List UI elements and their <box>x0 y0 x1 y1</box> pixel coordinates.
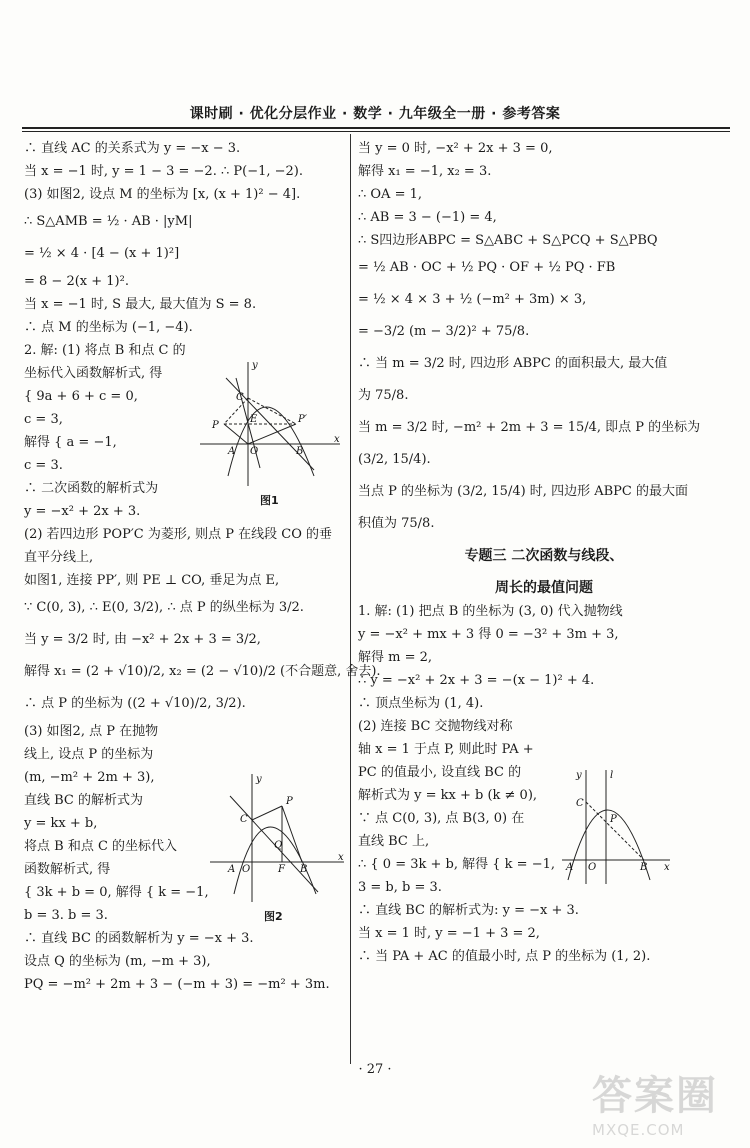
text-line: 轴 x = 1 于点 P, 则此时 PA + <box>358 742 534 757</box>
label-b: B <box>640 862 648 873</box>
text-line: ∴ 顶点坐标为 (1, 4). <box>358 696 484 711</box>
text-line: ∴ OA = 1, <box>358 187 423 202</box>
text-line: 当 x = −1 时, S 最大, 最大值为 S = 8. <box>24 297 257 312</box>
text-line: ∴ 当 m = 3/2 时, 四边形 ABPC 的面积最大, 最大值 <box>358 356 668 371</box>
text-line: 2. 解: (1) 将点 B 和点 C 的 <box>24 343 186 358</box>
label-p: P <box>212 420 219 431</box>
text-line: ∵ C(0, 3), ∴ E(0, 3/2), ∴ 点 P 的纵坐标为 3/2. <box>24 600 304 615</box>
text-line: ∴ S四边形ABPC = S△ABC + S△PCQ + S△PBQ <box>358 233 658 248</box>
text-line: ∴ y = −x² + 2x + 3 = −(x − 1)² + 4. <box>358 673 595 688</box>
text-line: 当 x = −1 时, y = 1 − 3 = −2. ∴ P(−1, −2). <box>24 164 303 179</box>
label-f: F <box>278 864 285 875</box>
text-line: ∴ S△AMB = ½ · AB · |yM| <box>24 214 193 229</box>
text-line: = 8 − 2(x + 1)². <box>24 274 129 289</box>
text-line: 为 75/8. <box>358 388 409 403</box>
text-line: 当 x = 1 时, y = −1 + 3 = 2, <box>358 926 540 941</box>
label-y: y <box>252 360 258 371</box>
text-line: b = 3. b = 3. <box>24 908 108 923</box>
text-line: ∴ 二次函数的解析式为 <box>24 481 159 496</box>
text-line: 直线 BC 的解析式为 <box>24 793 144 808</box>
column-divider <box>350 134 351 1064</box>
text-line: 将点 B 和点 C 的坐标代入 <box>24 839 178 854</box>
text-line: = ½ AB · OC + ½ PQ · OF + ½ PQ · FB <box>358 260 616 275</box>
label-b: B <box>296 446 304 457</box>
label-x: x <box>664 862 670 873</box>
page-number: · 27 · <box>358 1062 392 1077</box>
label-pp: P′ <box>298 414 307 425</box>
text-line: y = −x² + mx + 3 得 0 = −3² + 3m + 3, <box>358 627 619 642</box>
text-line: 当 y = 0 时, −x² + 2x + 3 = 0, <box>358 141 553 156</box>
right-column <box>358 140 730 971</box>
figure-1 <box>196 358 344 490</box>
text-line: 解得 m = 2, <box>358 650 433 665</box>
segment-pb <box>282 806 302 862</box>
text-line: 线上, 设点 P 的坐标为 <box>24 747 154 762</box>
text-line: 3 = b, b = 3. <box>358 880 442 895</box>
text-line: ∴ 点 M 的坐标为 (−1, −4). <box>24 320 193 335</box>
text-line: 解析式为 y = kx + b (k ≠ 0), <box>358 788 538 803</box>
text-line: PQ = −m² + 2m + 3 − (−m + 3) = −m² + 3m. <box>24 977 330 992</box>
text-line: c = 3. <box>24 458 63 473</box>
text-line: ∴ AB = 3 − (−1) = 4, <box>358 210 497 225</box>
text-line: (2) 连接 BC 交抛物线对称 <box>358 719 513 734</box>
text-line: (3) 如图2, 设点 M 的坐标为 [x, (x + 1)² − 4]. <box>24 187 301 202</box>
label-y: y <box>256 774 262 785</box>
text-line: PC 的值最小, 设直线 BC 的 <box>358 765 522 780</box>
label-x: x <box>338 852 344 863</box>
parabola-curve <box>568 810 650 880</box>
label-p: P <box>610 814 617 825</box>
watermark-main: 答案圈 <box>592 1073 718 1119</box>
text-line: ∵ 点 C(0, 3), 点 B(3, 0) 在 <box>358 811 525 826</box>
text-line: ∴ 当 PA + AC 的值最小时, 点 P 的坐标为 (1, 2). <box>358 949 651 964</box>
label-a: A <box>228 864 236 875</box>
text-line: 如图1, 连接 PP′, 则 PE ⊥ CO, 垂足为点 E, <box>24 573 280 588</box>
text-line: 直平分线上, <box>24 550 94 565</box>
label-a: A <box>566 862 574 873</box>
label-b: B <box>300 864 308 875</box>
label-o: O <box>250 446 259 457</box>
label-p: P <box>286 796 293 807</box>
text-line: 当点 P 的坐标为 (3/2, 15/4) 时, 四边形 ABPC 的最大面 <box>358 484 688 499</box>
header-rule-thin <box>22 131 730 132</box>
text-line: 解得 x₁ = −1, x₂ = 3. <box>358 164 492 179</box>
label-c: C <box>236 392 244 403</box>
text-line: 积值为 75/8. <box>358 516 435 531</box>
line-bc <box>586 802 644 860</box>
text-line: y = −x² + 2x + 3. <box>24 504 141 519</box>
label-e: E <box>250 414 258 425</box>
text-line: (2) 若四边形 POP′C 为菱形, 则点 P 在线段 CO 的垂 <box>24 527 333 542</box>
label-c: C <box>240 814 248 825</box>
text-line: 函数解析式, 得 <box>24 862 111 877</box>
segment-opp <box>248 424 296 444</box>
text-line: (3/2, 15/4). <box>358 452 431 467</box>
text-line: ∴ 直线 BC 的函数解析为 y = −x + 3. <box>24 931 254 946</box>
text-line: ∴ 直线 AC 的关系式为 y = −x − 3. <box>24 141 241 156</box>
text-line: ∴ 直线 BC 的解析式为: y = −x + 3. <box>358 903 579 918</box>
figure-3 <box>560 766 672 886</box>
figure-2 <box>206 770 346 905</box>
text-line: 设点 Q 的坐标为 (m, −m + 3), <box>24 954 211 969</box>
text-line: 解得 { a = −1, <box>24 435 117 450</box>
segment-cp <box>252 806 282 820</box>
text-line: ∴ { 0 = 3k + b, 解得 { k = −1, <box>358 857 555 872</box>
text-line: 解得 x₁ = (2 + √10)/2, x₂ = (2 − √10)/2 (不合题意, 舍去). <box>24 664 381 679</box>
label-a: A <box>228 446 236 457</box>
text-line: 直线 BC 上, <box>358 834 430 849</box>
watermark-logo <box>592 1064 732 1139</box>
text-line: 当 y = 3/2 时, 由 −x² + 2x + 3 = 3/2, <box>24 632 261 647</box>
label-o: O <box>242 864 251 875</box>
parabola-curve <box>234 827 316 894</box>
text-line: y = kx + b, <box>24 816 98 831</box>
label-l: l <box>610 770 614 781</box>
label-o: O <box>588 862 597 873</box>
figure-1-caption: 图1 <box>260 494 279 507</box>
label-y: y <box>576 770 582 781</box>
text-line: 1. 解: (1) 把点 B 的坐标为 (3, 0) 代入抛物线 <box>358 604 623 619</box>
label-c: C <box>576 798 584 809</box>
label-q: Q <box>274 840 283 851</box>
text-line: { 9a + 6 + c = 0, <box>24 389 138 404</box>
header-rule-thick <box>22 127 730 129</box>
section-title-line-2: 周长的最值问题 <box>495 580 593 596</box>
text-line: (3) 如图2, 点 P 在抛物 <box>24 724 159 739</box>
figure-2-caption: 图2 <box>264 910 283 923</box>
watermark-sub: MXQE.COM <box>592 1121 685 1139</box>
page-header: 课时刷 · 优化分层作业 · 数学 · 九年级全一册 · 参考答案 <box>189 106 561 122</box>
text-line: (m, −m² + 2m + 3), <box>24 770 155 785</box>
section-title-line-1: 专题三 二次函数与线段、 <box>464 548 624 564</box>
text-line: ∴ 点 P 的坐标为 ((2 + √10)/2, 3/2). <box>24 696 246 711</box>
text-line: = −3/2 (m − 3/2)² + 75/8. <box>358 324 530 339</box>
label-x: x <box>334 434 340 445</box>
text-line: 当 m = 3/2 时, −m² + 2m + 3 = 15/4, 即点 P 的坐标为 <box>358 420 701 435</box>
text-line: c = 3, <box>24 412 63 427</box>
text-line: = ½ × 4 · [4 − (x + 1)²] <box>24 246 180 261</box>
text-line: = ½ × 4 × 3 + ½ (−m² + 3m) × 3, <box>358 292 587 307</box>
text-line: 坐标代入函数解析式, 得 <box>24 366 163 381</box>
text-line: { 3k + b = 0, 解得 { k = −1, <box>24 885 209 900</box>
